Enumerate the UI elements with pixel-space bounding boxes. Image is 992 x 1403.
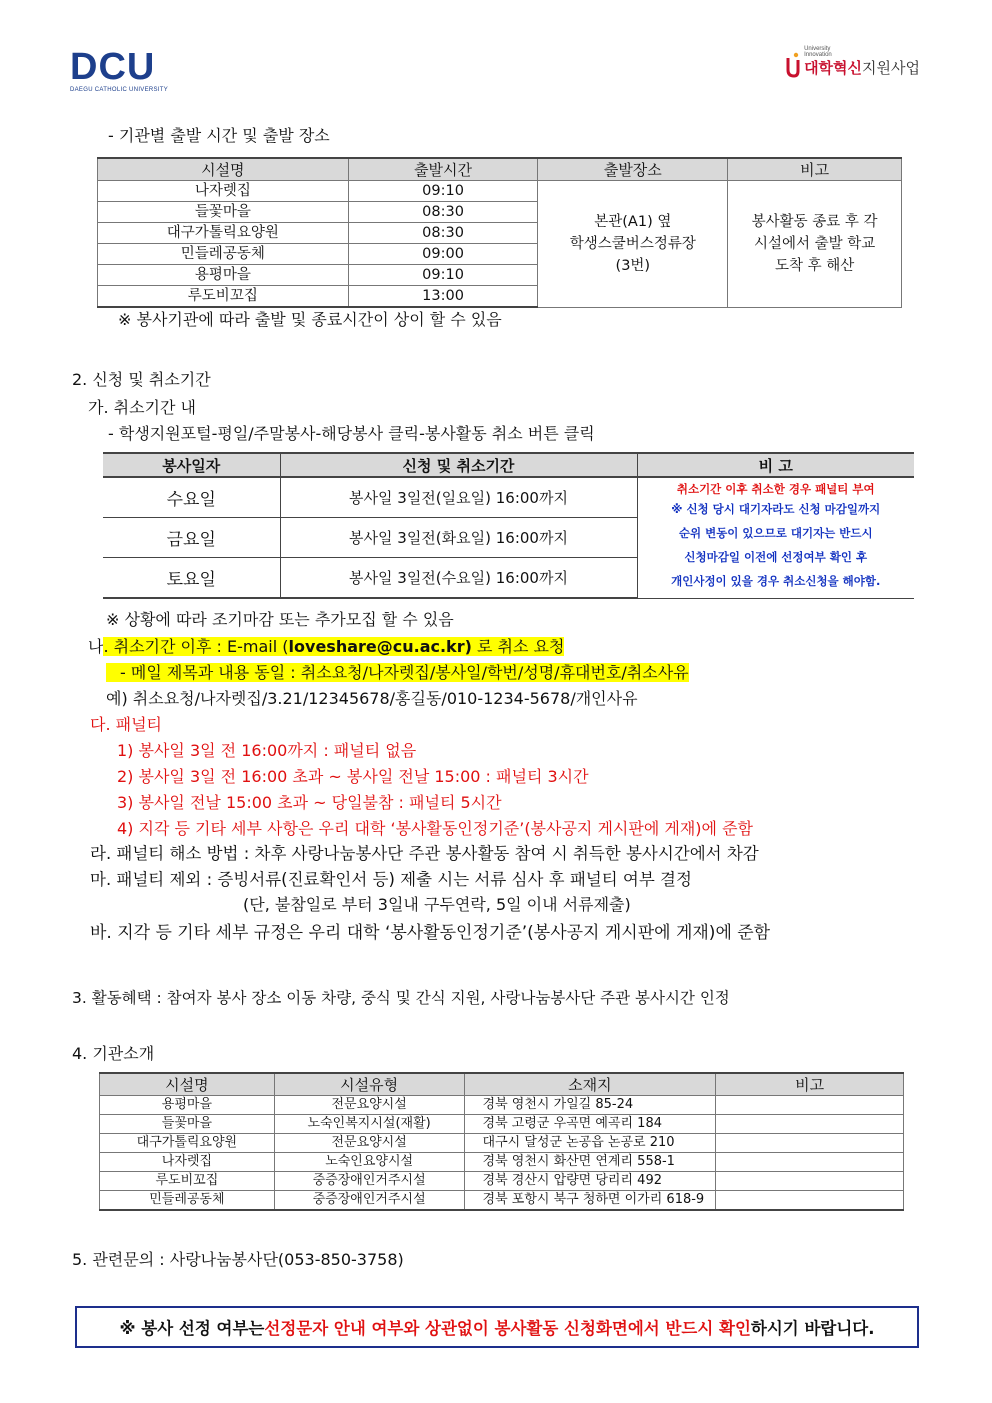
- section2-na-sub: - 메일 제목과 내용 동일 : 취소요청/나자렛집/봉사일/학번/성명/휴대번호/취소사유: [106, 660, 689, 683]
- departure-place: 본관(A1) 옆 학생스쿨버스정류장 (3번): [538, 181, 728, 308]
- section2-title: 2. 신청 및 취소기간: [72, 370, 211, 389]
- section2-ga: 가. 취소기간 내: [88, 398, 196, 417]
- table-row: 나자렛집 09:10 본관(A1) 옆 학생스쿨버스정류장 (3번) 봉사활동 종료 후 각 시설에서 출발 학교 도착 후 해산: [98, 181, 902, 202]
- email-link[interactable]: loveshare@cu.ac.kr): [288, 637, 472, 656]
- col-header: 봉사일자: [103, 453, 280, 477]
- section3: 3. 활동혜택 : 참여자 봉사 장소 이동 차량, 중식 및 간식 지원, 사랑나눔봉사단 주관 봉사시간 인정: [72, 989, 730, 1007]
- table-row: 루도비꼬집 13:00: [98, 286, 902, 308]
- section2-ma: 마. 패널티 제외 : 증빙서류(진료확인서 등) 제출 시는 서류 심사 후 패널티 여부 결정: [90, 870, 692, 889]
- departure-footnote: ※ 봉사기관에 따라 출발 및 종료시간이 상이 할 수 있음: [118, 310, 502, 329]
- departure-table: [97, 157, 902, 308]
- section2-na: 나. 취소기간 이후 : E-mail (loveshare@cu.ac.kr) 로 취소 요청: [88, 637, 565, 656]
- section2-ra: 라. 패널티 해소 방법 : 차후 사랑나눔봉사단 주관 봉사활동 참여 시 취득한 봉사시간에서 차감: [90, 844, 759, 863]
- dcu-logo: DCU DAEGU CATHOLIC UNIVERSITY: [70, 46, 169, 93]
- penalty-item: 3) 봉사일 전날 15:00 초과 ~ 당일불참 : 패널티 5시간: [117, 793, 502, 812]
- table-row: 대구가톨릭요양원 08:30: [98, 223, 902, 244]
- table-row: 수요일 봉사일 3일전(일요일) 16:00까지 취소기간 이후 취소한 경우 패널티 부여 ※ 신청 당시 대기자라도 신청 마감일까지 순위 변동이 있으므로 대기자는 반드시 신청마감일 이전에 선정여부 확인 후 개인사정이 있을 경우 취소신청을 해야함.: [103, 477, 914, 518]
- cancel-note: 취소기간 이후 취소한 경우 패널티 부여 ※ 신청 당시 대기자라도 신청 마감일까지 순위 변동이 있으므로 대기자는 반드시 신청마감일 이전에 선정여부 확인 후 개인사정이 있을 경우 취소신청을 해야함.: [637, 477, 914, 598]
- departure-note: 봉사활동 종료 후 각 시설에서 출발 학교 도착 후 해산: [728, 181, 902, 308]
- table-row: 민들레공동체 중증장애인거주시설 경북 포항시 북구 청하면 이가리 618-9: [100, 1191, 904, 1211]
- departure-heading: - 기관별 출발 시간 및 출발 장소: [108, 126, 330, 145]
- col-header: 비고: [728, 158, 902, 181]
- table-row: 토요일 봉사일 3일전(수요일) 16:00까지: [103, 558, 914, 599]
- penalty-item: 1) 봉사일 3일 전 16:00까지 : 패널티 없음: [117, 741, 417, 760]
- table-row: 들꽃마을 08:30: [98, 202, 902, 223]
- col-header: 비 고: [637, 453, 914, 477]
- cancel-period-table: [103, 452, 914, 599]
- table-row: 루도비꼬집 중증장애인거주시설 경북 경산시 압량면 당리리 492: [100, 1172, 904, 1191]
- table-row: 용평마을 09:10: [98, 265, 902, 286]
- table-row: 들꽃마을 노숙인복지시설(재활) 경북 고령군 우곡면 예곡리 184: [100, 1115, 904, 1134]
- table-row: 대구가톨릭요양원 전문요양시설 대구시 달성군 논공읍 논공로 210: [100, 1134, 904, 1153]
- section4-title: 4. 기관소개: [72, 1044, 155, 1063]
- innovation-mark-icon: University Innovation: [786, 52, 800, 78]
- section2-na-example: 예) 취소요청/나자렛집/3.21/12345678/홍길동/010-1234-5678/개인사유: [106, 689, 638, 708]
- table-row: 나자렛집 노숙인요양시설 경북 영천시 화산면 연계리 558-1: [100, 1153, 904, 1172]
- col-header: 출발시간: [348, 158, 538, 181]
- penalty-title: 다. 패널티: [90, 715, 162, 734]
- col-header: 시설명: [98, 158, 349, 181]
- section2-ma-sub: (단, 불참일로 부터 3일내 구두연락, 5일 이내 서류제출): [243, 895, 631, 914]
- penalty-item: 2) 봉사일 3일 전 16:00 초과 ~ 봉사일 전날 15:00 : 패널티 3시간: [117, 767, 589, 786]
- table-row: 민들레공동체 09:00: [98, 244, 902, 265]
- section2-ga-sub: - 학생지원포털-평일/주말봉사-해당봉사 클릭-봉사활동 취소 버튼 클릭: [108, 424, 595, 443]
- col-header: 신청 및 취소기간: [280, 453, 637, 477]
- col-header: 출발장소: [538, 158, 728, 181]
- col-header: 시설유형: [274, 1073, 464, 1096]
- col-header: 시설명: [100, 1073, 275, 1096]
- col-header: 비고: [716, 1073, 904, 1096]
- bottom-notice: ※ 봉사 선정 여부는 선정문자 안내 여부와 상관없이 봉사활동 신청화면에서 반드시 확인 하시기 바랍니다.: [75, 1306, 919, 1348]
- table-row: 용평마을 전문요양시설 경북 영천시 가일길 85-24: [100, 1096, 904, 1115]
- section2-footnote: ※ 상황에 따라 조기마감 또는 추가모집 할 수 있음: [106, 610, 454, 629]
- facility-table: [99, 1072, 904, 1211]
- university-innovation-logo: University Innovation 대학혁신 지원사업: [786, 52, 920, 78]
- penalty-item: 4) 지각 등 기타 세부 사항은 우리 대학 ‘봉사활동인정기준’(봉사공지 게시판에 게재)에 준함: [117, 819, 753, 838]
- table-row: 금요일 봉사일 3일전(화요일) 16:00까지: [103, 518, 914, 558]
- section5: 5. 관련문의 : 사랑나눔봉사단(053-850-3758): [72, 1250, 404, 1269]
- col-header: 소재지: [464, 1073, 716, 1096]
- section2-ba: 바. 지각 등 기타 세부 규정은 우리 대학 ‘봉사활동인정기준’(봉사공지 게시판에 게재)에 준함: [90, 923, 771, 943]
